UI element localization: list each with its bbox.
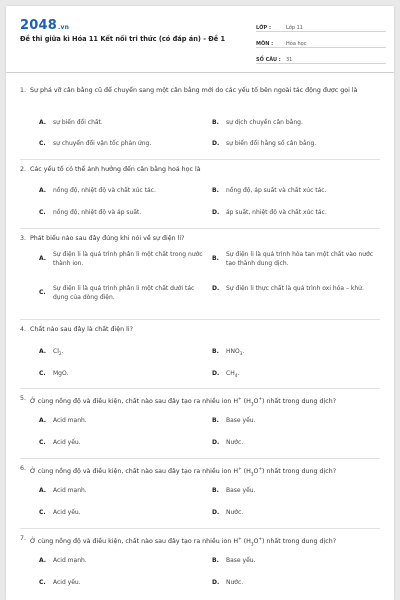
option-d[interactable]: D. áp suất, nhiệt độ và chất xúc tác. [212,209,327,216]
option-a[interactable]: A. $Cl_2$. [39,348,64,357]
question-text: Ở cùng nồng độ và điều kiện, chất nào sau đây tạo ra nhiều ion H+ $(H_3O^+)$ nhất trong dung dịch? [30,466,337,477]
exam-page [6,6,394,600]
exam-meta [256,18,386,66]
question-1 [6,86,394,147]
meta-key: MÔN : [256,41,274,47]
question-stem [6,394,394,408]
question-6 [6,464,394,516]
question-divider [20,319,380,320]
question-number: 5. [19,395,26,402]
meta-row-subject [256,34,386,48]
question-number: 1. [19,87,26,94]
question-number: 7. [19,535,26,542]
option-c[interactable]: C. Acid yếu. [39,579,81,586]
option-d[interactable]: D. Nước. [212,509,244,516]
question-7 [6,534,394,586]
meta-value: 31 [286,57,293,63]
question-text: Ở cùng nồng độ và điều kiện, chất nào sau đây tạo ra nhiều ion H+ $(H_3O^+)$ nhất trong dung dịch? [30,536,337,547]
question-5 [6,394,394,446]
option-d[interactable]: D. Sự điện li thực chất là quá trình oxi hóa – khử. [212,285,364,292]
question-divider [20,159,380,160]
meta-row-count [256,50,386,64]
page-header [6,6,394,66]
meta-key: LỚP : [256,25,271,31]
question-stem [6,325,394,334]
option-c[interactable]: C. MgO. [39,370,69,377]
option-c[interactable]: C. nồng độ, nhiệt độ và áp suất. [39,209,142,216]
site-logo[interactable]: 2048.vn [20,18,70,33]
option-d[interactable]: D. sự biến đổi hằng số cân bằng. [212,140,317,147]
option-b[interactable]: B. Base yếu. [212,487,256,494]
meta-value: Hóa học [286,41,307,47]
header-divider [6,72,394,73]
question-divider [20,458,380,459]
option-d[interactable]: D. Nước. [212,579,244,586]
question-stem [6,464,394,478]
question-text: Ở cùng nồng độ và điều kiện, chất nào sau đây tạo ra nhiều ion H+ $(H_3O^+)$ nhất trong dung dịch? [30,396,337,407]
question-3 [6,234,394,301]
question-text: Phát biểu nào sau đây đúng khi nói về sự điện li? [30,235,185,242]
question-divider [20,228,380,229]
document-title: Đề thi giữa kì Hóa 11 Kết nối tri thức (có đáp án) - Đề 1 [20,35,226,43]
option-b[interactable]: B. $HNO_3$. [212,348,245,357]
option-a[interactable]: A. Sự điện li là quá trình phân li một chất trong nước thành ion. [39,251,203,267]
option-d[interactable]: D. $CH_4$. [212,370,240,379]
question-number: 4. [19,326,26,333]
option-b[interactable]: B. Base yếu. [212,557,256,564]
meta-key: SỐ CÂU : [256,57,281,63]
option-a[interactable]: A. sự biến đổi chất. [39,119,103,126]
option-b[interactable]: B. nồng độ, áp suất và chất xúc tác. [212,187,327,194]
meta-value: Lớp 11 [286,25,303,31]
question-stem [6,86,394,95]
question-divider [20,528,380,529]
meta-row-class [256,18,386,32]
question-number: 6. [19,465,26,472]
option-a[interactable]: A. Acid mạnh. [39,557,87,564]
question-number: 3. [19,235,26,242]
option-b[interactable]: B. Base yếu. [212,417,256,424]
question-text: Các yếu tố có thể ảnh hưởng đến cân bằng hoá học là [30,166,201,173]
option-c[interactable]: C. Sự điện li là quá trình phân li một chất dưới tác dụng của dòng điện. [39,285,195,301]
question-4 [6,325,394,379]
option-b[interactable]: B. Sự điện li là quá trình hòa tan một chất vào nước tạo thành dung dịch. [212,251,374,267]
option-b[interactable]: B. sự dịch chuyển cân bằng. [212,119,303,126]
question-number: 2. [19,166,26,173]
question-stem [6,534,394,548]
option-c[interactable]: C. sự chuyển đổi vận tốc phản ứng. [39,140,152,147]
question-2 [6,165,394,216]
question-stem [6,165,394,174]
question-text: Sự phá vỡ cân bằng cũ để chuyển sang một cân bằng mới do các yếu tố bên ngoài tác động được gọi là [30,87,358,94]
option-c[interactable]: C. Acid yếu. [39,509,81,516]
question-text: Chất nào sau đây là chất điện li? [30,326,133,333]
option-d[interactable]: D. Nước. [212,439,244,446]
question-stem [6,234,394,243]
option-a[interactable]: A. Acid mạnh. [39,417,87,424]
question-divider [20,388,380,389]
option-a[interactable]: A. Acid mạnh. [39,487,87,494]
option-c[interactable]: C. Acid yếu. [39,439,81,446]
option-a[interactable]: A. nồng độ, nhiệt độ và chất xúc tác. [39,187,156,194]
